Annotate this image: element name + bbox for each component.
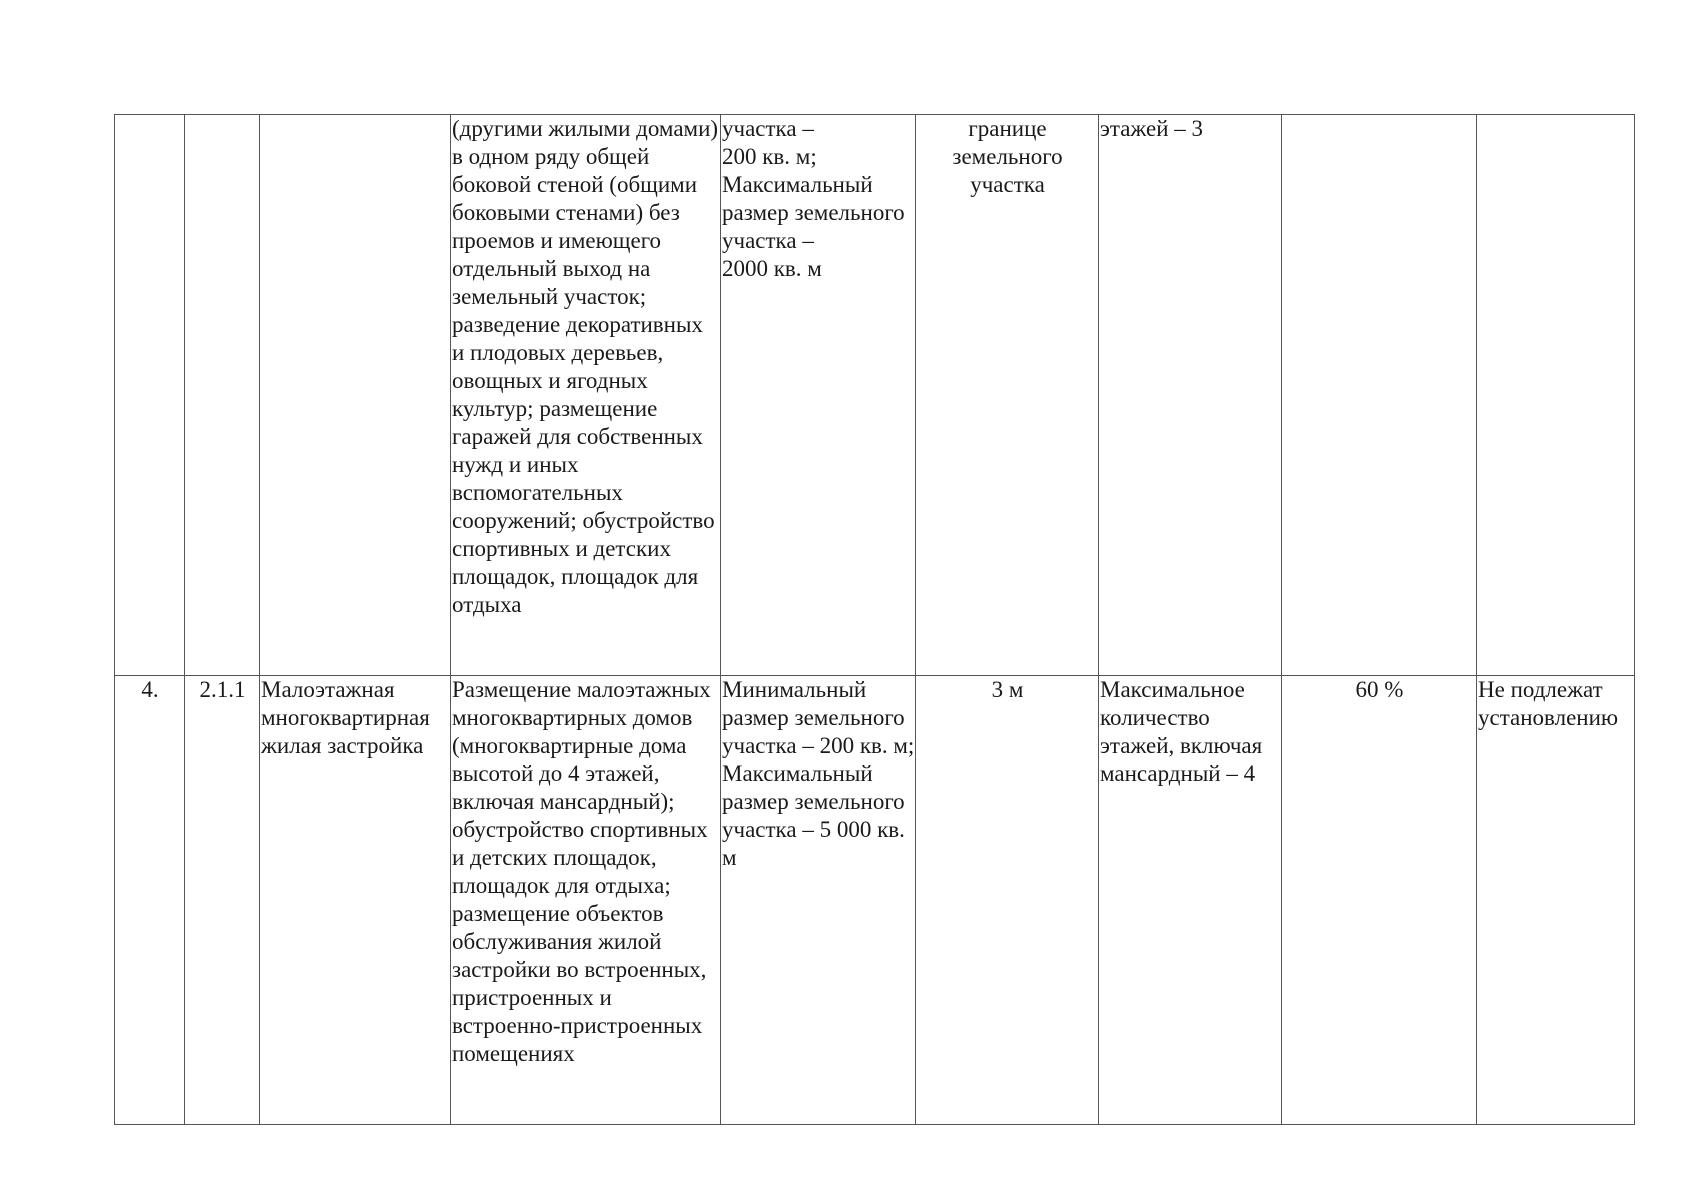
cell-row-number: 4.: [115, 676, 185, 1125]
land-use-regulations-table: [114, 114, 1635, 1125]
cell-floor-limit: этажей – 3: [1099, 115, 1282, 676]
cell-other-parameters: [1477, 115, 1635, 676]
cell-use-description: Размещение малоэтажных многоквартирных домов (многоквартирные дома высотой до 4 этажей, включая мансардный); обустройство спортивных и детских площадок, площадок для отдыха; размещение объектов обслуживания жилой застройки во встроенных, пристроенных и встроенно-пристроенных помещениях: [451, 676, 721, 1125]
cell-plot-size-limits: Минимальный размер земельного участка – 200 кв. м; Максимальный размер земельного участка – 5 000 кв. м: [721, 676, 916, 1125]
cell-coverage-percent: 60 %: [1282, 676, 1477, 1125]
cell-plot-size-limits: участка – 200 кв. м; Максимальный размер земельного участка – 2000 кв. м: [721, 115, 916, 676]
cell-use-description: (другими жилыми домами) в одном ряду общей боковой стеной (общими боковыми стенами) без проемов и имеющего отдельный выход на земельный участок; разведение декоративных и плодовых деревьев, овощных и ягодных культур; размещение гаражей для собственных нужд и иных вспомогательных сооружений; обустройство спортивных и детских площадок, площадок для отдыха: [451, 115, 721, 676]
cell-use-name: [260, 115, 451, 676]
cell-coverage-percent: [1282, 115, 1477, 676]
cell-setback: границе земельного участка: [916, 115, 1099, 676]
cell-floor-limit: Максимальное количество этажей, включая мансардный – 4: [1099, 676, 1282, 1125]
cell-use-code: [185, 115, 260, 676]
table-row-continuation: [115, 115, 1635, 676]
cell-setback: 3 м: [916, 676, 1099, 1125]
cell-row-number: [115, 115, 185, 676]
cell-other-parameters: Не подлежат установлению: [1477, 676, 1635, 1125]
table-row-4: [115, 676, 1635, 1125]
cell-use-code: 2.1.1: [185, 676, 260, 1125]
cell-use-name: Малоэтажная многоквартирная жилая застройка: [260, 676, 451, 1125]
